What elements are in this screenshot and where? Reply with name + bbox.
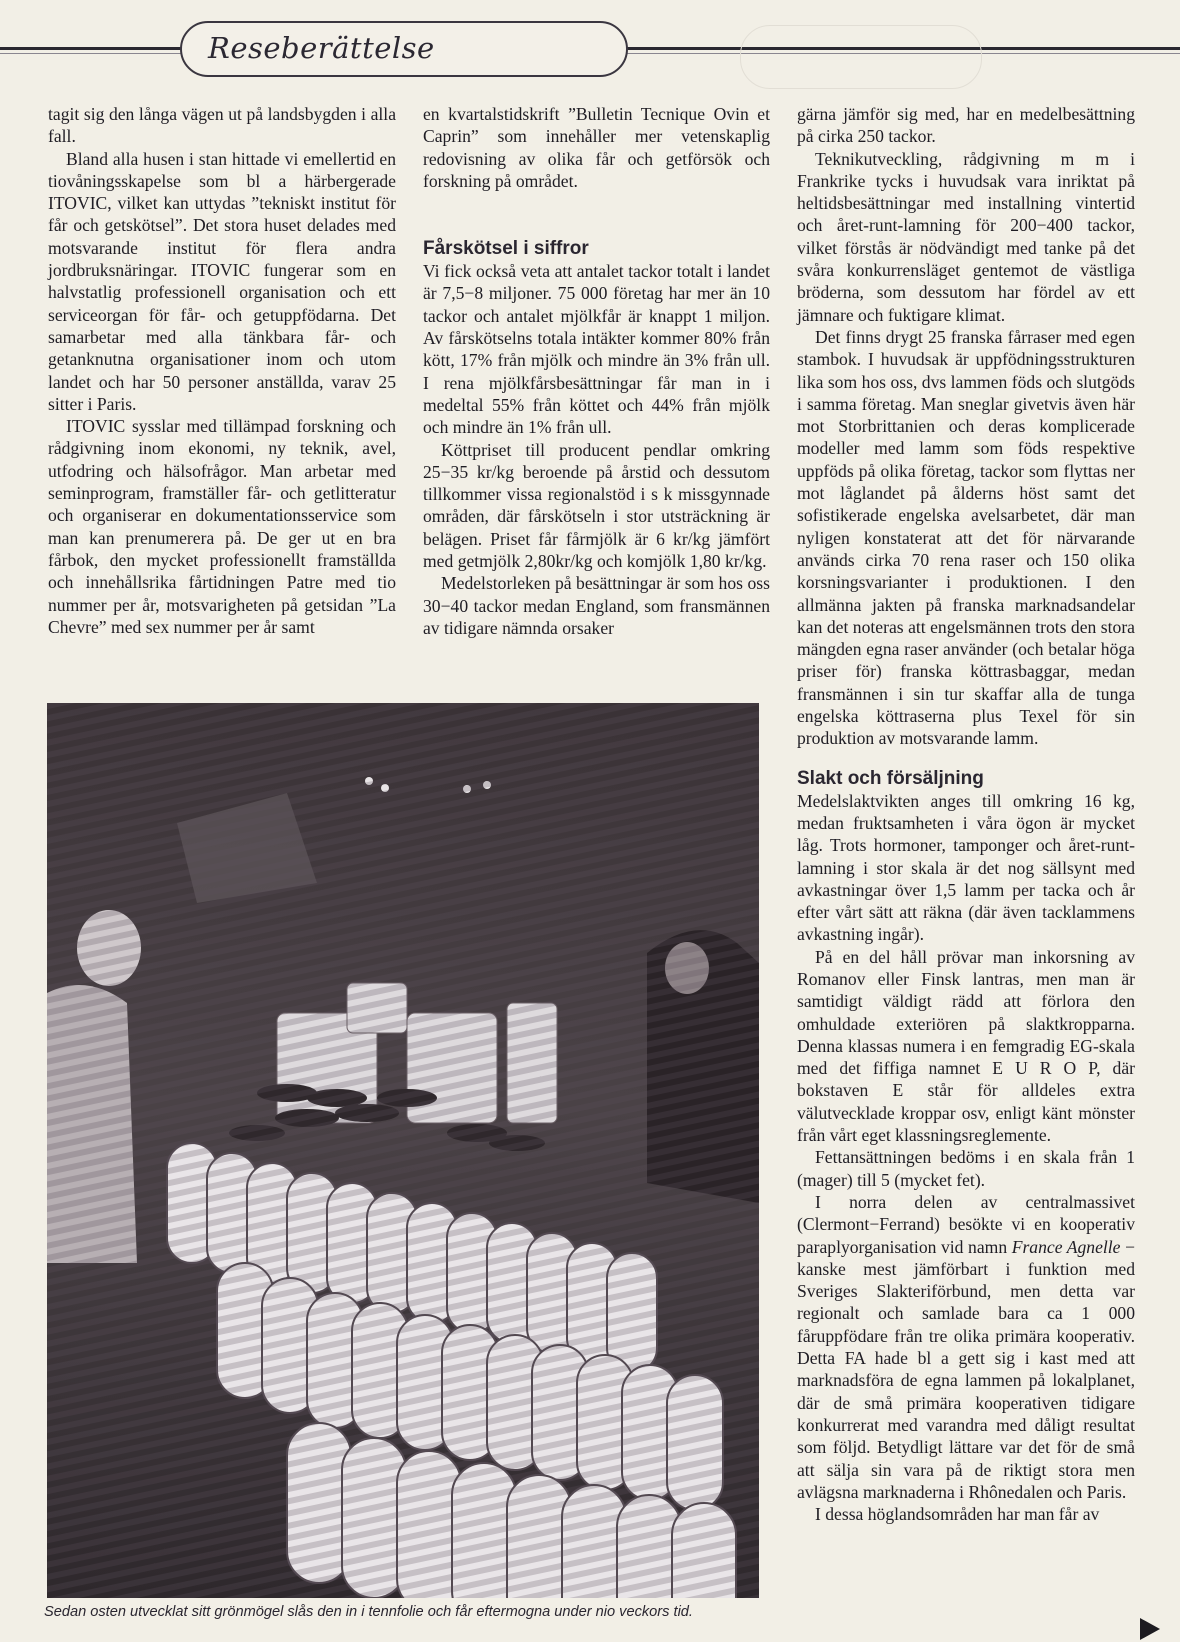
play-arrow-icon <box>1140 1618 1160 1640</box>
column-3 <box>797 103 1135 1525</box>
paragraph <box>797 1191 1135 1503</box>
bleed-through-pill <box>740 25 982 89</box>
text-run: − kanske mest jämförbart i funktion med Sveriges Slakteriförbund, men detta var regionalt och samlade bara ca 1 000 fåruppfödare från tre olika primära kooperativ. Detta FA hade bl a gett sig i kast med att marknadsföra de egna lammen på lokalplanet, där de små primära kooperativen tidigare konkurrerat med varandra med dåligt resultat som följd. Betydligt lättare var det för de små att sälja sin vara på de riktigt stora men avlägsna marknaderna i Rhônedalen och Paris. <box>797 1236 1135 1502</box>
paragraph: Det finns drygt 25 franska fårraser med egen stambok. I huvudsak är uppfödningsstrukturen lika som hos oss, dvs lammen föds och slutgöds i samma företag. Man sneglar givetvis även här mot Storbrittanien och deras komplicerade modeller med lamm som föds respektive uppföds på olika företag, tackor som flyttas ner mot låglandet på ålderns höst samt det sofistikerade engelska avelsarbetet, där man nyligen konstaterat att det för närvarande används cirka 70 rena raser och 150 olika korsningsvarianter i produktionen. I den allmänna jakten på franska marknadsandelar kan det noteras att engelsmännen trots den stora mängden egna raser använder (och betalar höga priser för) franska köttrasbaggar, medan fransmännen i sin tur skaffar alla de tunga engelska köttraserna plus Texel för sin produktion av motsvarande lamm. <box>797 326 1135 749</box>
text-run: I norra delen av centralmassivet (Clermont−Ferrand) besökte vi en kooperativ paraplyorganisation vid namn <box>797 1191 1135 1257</box>
paragraph: Medelslaktvikten anges till omkring 16 kg, medan fruktsamheten i våra ögon är mycket låg. Trots hormoner, tamponger och året-runt-lamning i stor skala är det nog sällsynt med avkastningar över 1,5 lamm per tacka och år efter vårt sätt att räkna (där även tacklammens avkastning ingår). <box>797 790 1135 945</box>
paragraph: Medelstorleken på besättningar är som hos oss 30−40 tackor medan England, som fransmännen av tidigare nämnda orsaker <box>423 573 770 638</box>
subheading-slakt: Slakt och försäljning <box>797 767 984 789</box>
section-title-pill <box>180 21 628 77</box>
photo-illustration <box>47 703 759 1598</box>
paragraph: Teknikutveckling, rådgivning m m i Frankrike tycks i huvudsak vara inriktat på heltidsbesättningar med installning vintertid och året-runt-lamning för 200−400 tackor, vilket förstås är nödvändigt med tanke på det svåra konkurrensläget gentemot de västliga bröderna, som dessutom har fördel av ett jämnare och fuktigare klimat. <box>797 148 1135 325</box>
paragraph: ITOVIC sysslar med tillämpad forskning och rådgivning inom ekonomi, ny teknik, avel, utfodring och hälsofrågor. Man arbetar med seminprogram, framställer får- och getlitteratur och organiserar en dokumentationsservice som man kan prenumerera på. De ger ut en bra fårbok, den mycket professionellt framställda och innehållsrika fårtidningen Patre med tio nummer per år, motsvarigheten på getsidan ”La Chevre” med sex nummer per år samt <box>48 416 396 637</box>
paragraph: Vi fick också veta att antalet tackor totalt i landet är 7,5−8 miljoner. 75 000 företag har mer än 10 tackor och antalet mjölkfår är knappt 1 miljon. Av fårskötselns totala intäkter kommer 80% från kött, 17% från mjölk och mindre än 3% från ull. I rena mjölkfårsbesättningar får man in i medeltal 55% från köttet och 44% från mjölk och mindre än 1% från ull. <box>423 261 770 438</box>
header-rule-left-thin <box>0 53 182 54</box>
cheese-cellar-photo <box>47 703 759 1598</box>
paragraph: tagit sig den långa vägen ut på landsbygden i alla fall. <box>48 104 396 147</box>
paragraph: På en del håll prövar man inkorsning av Romanov eller Finsk lantras, men man är samtidigt väldigt rädd att förlora den omhuldade exteriören på slaktkropparna. Denna klassas numera i en femgradig EG-skala med det fiffiga namnet E U R O P, där bokstaven E står för alldeles extra välutvecklade kroppar osv, enligt känt mönster från vårt eget klassningsreglemente. <box>797 946 1135 1146</box>
section-title: Reseberättelse <box>208 31 435 65</box>
header-rule-left <box>0 47 182 50</box>
paragraph: I dessa höglandsområden har man får av <box>815 1504 1100 1525</box>
column-2 <box>423 103 770 639</box>
photo-caption: Sedan osten utvecklat sitt grönmögel slås den in i tennfolie och får eftermogna under nio veckors tid. <box>44 1604 693 1620</box>
paragraph: Köttpriset till producent pendlar omkring 25−35 kr/kg beroende på årstid och dessutom tillkommer vissa regionalstöd i s k missgynnade områden, där fårskötseln i stor utsträckning är belägen. Priset får fårmjölk är 6 kr/kg jämfört med getmjölk 2,80kr/kg och komjölk 1,80 kr/kg. <box>423 439 770 572</box>
paragraph: Fettansättningen bedöms i en skala från 1 (mager) till 5 (mycket fet). <box>797 1147 1135 1190</box>
paragraph: gärna jämför sig med, har en medelbesättning på cirka 250 tackor. <box>797 104 1135 147</box>
column-1 <box>48 103 396 638</box>
subheading-farskotsel: Fårskötsel i siffror <box>423 238 589 260</box>
organisation-name: France Agnelle <box>1011 1236 1121 1257</box>
paragraph: Bland alla husen i stan hittade vi emellertid en tiovåningsskapelse som bl a härbergerade ITOVIC, vilket kan uttydas ”tekniskt institut för får och getskötsel”. Det stora huset delades med motsvarande institut för flera andra jordbruksnäringar. ITOVIC fungerar som en halvstatlig professionell organisation och ett serviceorgan för får- och getuppfödarna. Det samarbetar med alla tänkbara får- och getanknutna organisationer inom och utom landet och har 50 personer anställda, varav 25 sitter i Paris. <box>48 148 396 414</box>
paragraph: en kvartalstidskrift ”Bulletin Tecnique Ovin et Caprin” som innehåller mer vetenskaplig redovisning av olika får och getförsök och forskning på området. <box>423 104 770 191</box>
